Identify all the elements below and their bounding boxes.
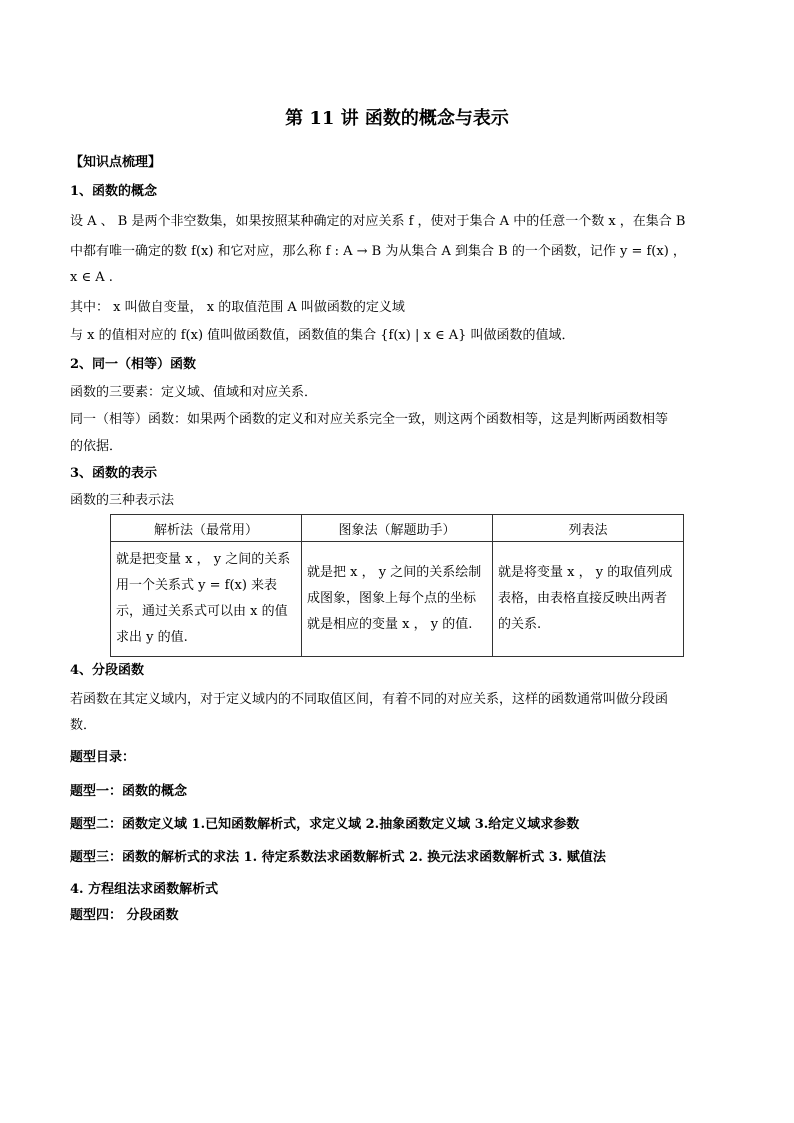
representation-table (110, 514, 684, 657)
section-1-line-3: x ∈ A . (70, 270, 113, 285)
page-title: 第 11 讲 函数的概念与表示 (285, 108, 509, 129)
section-3-line-1: 函数的三种表示法 (70, 493, 175, 508)
table-header-cell: 列表法 (493, 515, 684, 542)
section-2-line-1: 函数的三要素：定义域、值域和对应关系． (70, 385, 318, 400)
table-cell: 就是把 x ， y 之间的关系绘制成图象，图象上每个点的坐标就是相应的变量 x ， y 的值. (302, 542, 493, 657)
section-1-line-1: 设 A 、 B 是两个非空数集，如果按照某种确定的对应关系 f ，使对于集合 A 中的任意一个数 x ，在集合 B (70, 214, 686, 229)
table-row (111, 542, 684, 657)
section-1-heading: 1、函数的概念 (70, 184, 158, 199)
section-1-line-5: 与 x 的值相对应的 f(x) 值叫做函数值，函数值的集合 {f(x) | x ∈ A} 叫做函数的值域． (70, 328, 575, 343)
catalog-item-2: 题型二：函数定义域 1.已知函数解析式，求定义域 2.抽象函数定义域 3.给定义域求参数 (70, 817, 580, 832)
catalog-item-4: 题型四： 分段函数 (70, 908, 179, 923)
section-4-heading: 4、分段函数 (70, 663, 145, 678)
section-4-line-1: 若函数在其定义域内，对于定义域内的不同取值区间，有着不同的对应关系，这样的函数通常叫做分段函 (70, 692, 669, 707)
section-1-line-2: 中都有唯一确定的数 f(x) 和它对应，那么称 f : A → B 为从集合 A 到集合 B 的一个函数，记作 y = f(x) ， (70, 244, 686, 259)
table-header-row (111, 515, 684, 542)
table-header-cell: 解析法（最常用） (111, 515, 302, 542)
section-2-line-3: 的依据． (70, 439, 123, 454)
catalog-item-3-continued: 4. 方程组法求函数解析式 (70, 882, 219, 897)
catalog-item-3: 题型三：函数的解析式的求法 1. 待定系数法求函数解析式 2. 换元法求函数解析式 3. 赋值法 (70, 850, 606, 865)
section-3-heading: 3、函数的表示 (70, 466, 158, 481)
table-header-cell: 图象法（解题助手） (302, 515, 493, 542)
section-1-line-4: 其中： x 叫做自变量， x 的取值范围 A 叫做函数的定义域 (70, 300, 405, 315)
section-2-line-2: 同一（相等）函数：如果两个函数的定义和对应关系完全一致，则这两个函数相等，这是判断两函数相等 (70, 412, 669, 427)
section-2-heading: 2、同一（相等）函数 (70, 357, 197, 372)
catalog-heading: 题型目录： (70, 750, 136, 765)
section-4-line-2: 数． (70, 718, 97, 733)
knowledge-heading: 【知识点梳理】 (70, 155, 162, 170)
table-cell: 就是将变量 x ， y 的取值列成表格，由表格直接反映出两者的关系. (493, 542, 684, 657)
catalog-item-1: 题型一：函数的概念 (70, 784, 188, 799)
table-cell: 就是把变量 x ， y 之间的关系用一个关系式 y = f(x) 来表示，通过关系式可以由 x 的值求出 y 的值. (111, 542, 302, 657)
